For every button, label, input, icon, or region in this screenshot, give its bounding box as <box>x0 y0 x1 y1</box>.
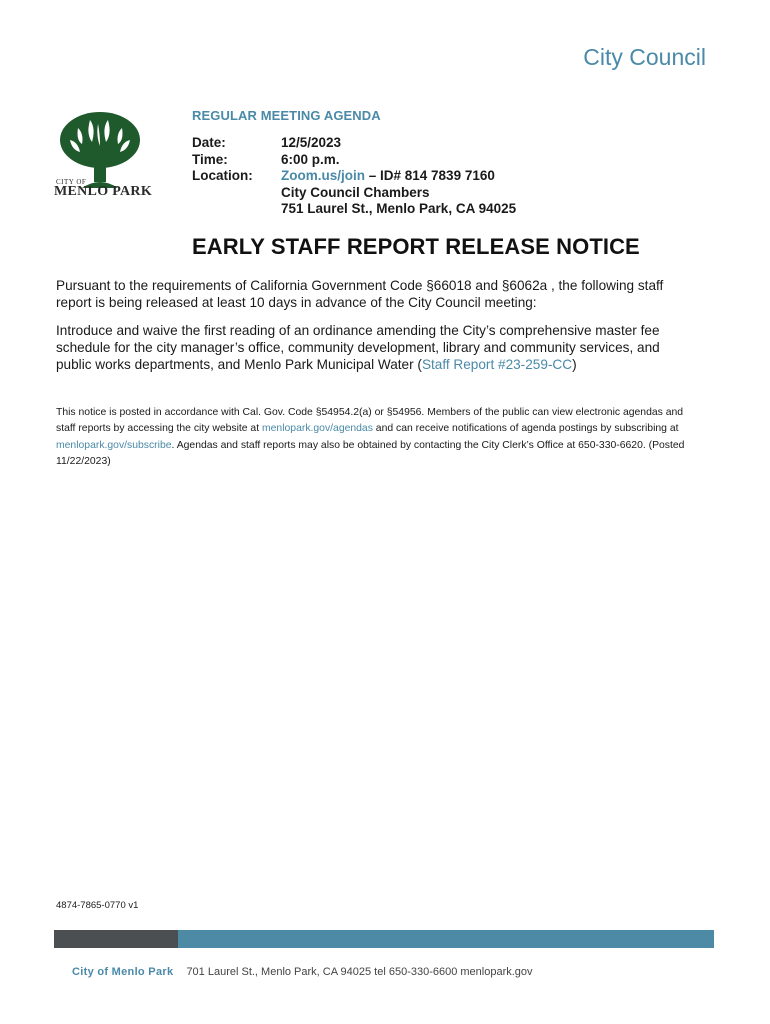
page-header-title: City Council <box>583 44 706 70</box>
location-line-2: City Council Chambers <box>281 184 430 200</box>
posting-notice-text-3: . Agendas and staff reports may also be obtained by contacting the City Clerk’s Office at 650-330-6620. (Posted 11/22/2023) <box>56 439 685 468</box>
time-label: Time: <box>192 151 228 167</box>
subscribe-link[interactable]: menlopark.gov/subscribe <box>56 439 172 451</box>
posting-notice <box>56 405 686 471</box>
footer-bar <box>54 930 714 948</box>
footer-bar-dark-segment <box>54 930 178 948</box>
posting-notice-text-1: This notice is posted in accordance with Cal. Gov. Code §54954.2(a) or §54956. Members of the public can view electronic agendas and staff reports by accessing the city website at <box>56 407 684 435</box>
posting-notice-text-2: and can receive notifications of agenda postings by subscribing at <box>372 423 679 435</box>
agenda-label: REGULAR MEETING AGENDA <box>192 108 381 123</box>
location-line-3: 751 Laurel St., Menlo Park, CA 94025 <box>281 201 517 216</box>
date-label: Date: <box>192 135 226 150</box>
location-row <box>192 168 516 218</box>
location-line-1 <box>281 168 516 185</box>
meeting-details <box>192 135 516 218</box>
footer-address: 701 Laurel St., Menlo Park, CA 94025 tel 650-330-6600 menlopark.gov <box>186 966 533 978</box>
location-value <box>281 168 516 218</box>
notice-title: EARLY STAFF REPORT RELEASE NOTICE <box>192 234 640 259</box>
time-value: 6:00 p.m. <box>281 151 340 167</box>
date-value: 12/5/2023 <box>281 135 342 150</box>
zoom-link[interactable]: Zoom.us/join <box>281 168 365 183</box>
notice-paragraph-2 <box>56 322 686 373</box>
agendas-link[interactable]: menlopark.gov/agendas <box>262 423 373 435</box>
logo-city-of-text: CITY OF <box>56 178 87 186</box>
document-id: 4874-7865-0770 v1 <box>56 900 139 911</box>
notice-paragraph-1: Pursuant to the requirements of California Government Code §66018 and §6062a , the following staff report is being released at least 10 days in advance of the City Council meeting: <box>56 278 664 310</box>
paragraph-2-text: Introduce and waive the first reading of an ordinance amending the City’s comprehensive master fee schedule for the city manager’s office, community development, library and community services, and public works departments, and Menlo Park Municipal Water ( <box>56 323 660 372</box>
zoom-id: – ID# 814 7839 7160 <box>365 168 495 183</box>
footer <box>72 966 533 978</box>
time-row <box>192 152 516 169</box>
staff-report-link[interactable]: Staff Report #23-259-CC <box>421 357 573 372</box>
footer-org-name: City of Menlo Park <box>72 966 174 978</box>
paragraph-2-end: ) <box>572 357 577 372</box>
logo-name-text: MENLO PARK <box>54 184 153 199</box>
location-label: Location: <box>192 168 253 183</box>
footer-bar-blue-segment <box>178 930 714 948</box>
date-row <box>192 135 516 152</box>
